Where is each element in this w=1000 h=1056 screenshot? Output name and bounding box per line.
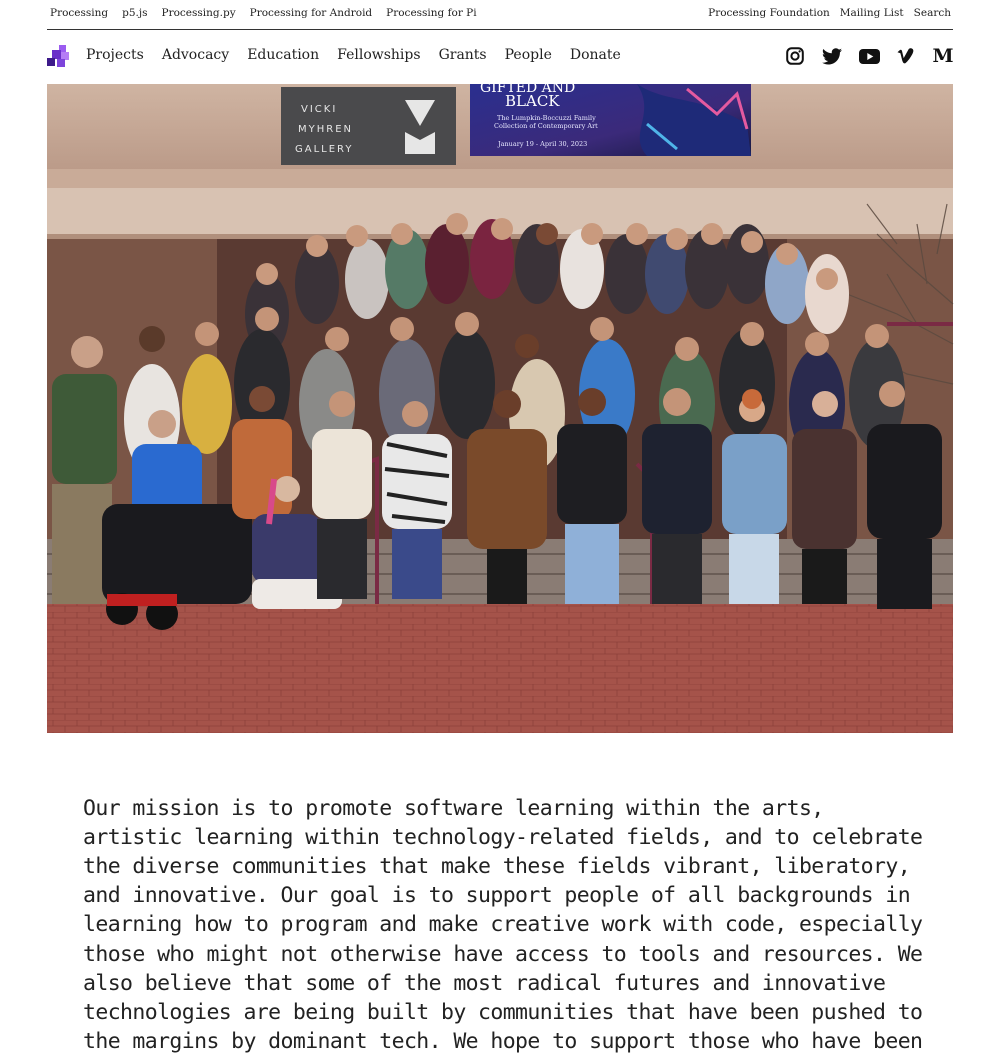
medium-icon[interactable]: M <box>933 46 953 66</box>
nav-item-grants[interactable]: Grants <box>439 47 487 63</box>
top-link-foundation[interactable]: Processing Foundation <box>708 7 830 19</box>
top-link-mailing-list[interactable]: Mailing List <box>840 7 904 19</box>
nav-item-fellowships[interactable]: Fellowships <box>337 47 420 63</box>
top-link-p5js[interactable]: p5.js <box>122 7 147 19</box>
nav-item-projects[interactable]: Projects <box>86 47 144 63</box>
banner-subtitle-line-2: Collection of Contemporary Art <box>494 122 598 130</box>
nav-item-advocacy[interactable]: Advocacy <box>162 47 229 63</box>
banner-dates: January 19 - April 30, 2023 <box>497 140 587 148</box>
banner-title-line-2: BLACK <box>505 92 560 110</box>
twitter-icon[interactable] <box>822 46 842 66</box>
nav-item-people[interactable]: People <box>505 47 552 63</box>
instagram-icon[interactable] <box>785 46 805 66</box>
social-links <box>785 46 953 66</box>
gallery-sign-line-3: GALLERY <box>295 144 353 155</box>
hero-group-photo <box>47 84 953 733</box>
top-link-processing-py[interactable]: Processing.py <box>162 7 236 19</box>
processing-foundation-logo-icon[interactable] <box>47 45 69 67</box>
top-link-processing[interactable]: Processing <box>50 7 108 19</box>
top-link-processing-android[interactable]: Processing for Android <box>250 7 373 19</box>
utility-links <box>708 7 951 19</box>
gallery-sign-line-1: VICKI <box>301 104 337 115</box>
banner-subtitle-line-1: The Lumpkin-Boccuzzi Family <box>497 114 596 122</box>
top-utility-bar <box>47 0 953 30</box>
top-link-search[interactable]: Search <box>914 7 951 19</box>
main-navigation <box>47 30 953 84</box>
vimeo-icon[interactable] <box>896 46 916 66</box>
mission-statement: Our mission is to promote software learning within the arts, artistic learning within technology-related fields, and to celebrate the diverse communities that make these fields vibrant, liberatory, and innovative. Our goal is to support people of all backgrounds in learning how to program and make creative work with code, especially those who might not otherwise have access to tools and resources. We also believe that some of the most radical futures and innovative technologies are being built by communities that have been pushed to the margins by dominant tech. We hope to support those who have been <box>83 794 923 1056</box>
youtube-icon[interactable] <box>859 46 879 66</box>
nav-item-education[interactable]: Education <box>247 47 319 63</box>
gallery-sign-line-2: MYHREN <box>298 124 353 135</box>
nav-item-donate[interactable]: Donate <box>570 47 621 63</box>
project-links <box>50 7 477 19</box>
banner-title-line-1: GIFTED AND <box>480 80 575 96</box>
nav-links <box>86 47 621 63</box>
top-link-processing-pi[interactable]: Processing for Pi <box>386 7 476 19</box>
hero-photo-illustration <box>47 84 953 733</box>
